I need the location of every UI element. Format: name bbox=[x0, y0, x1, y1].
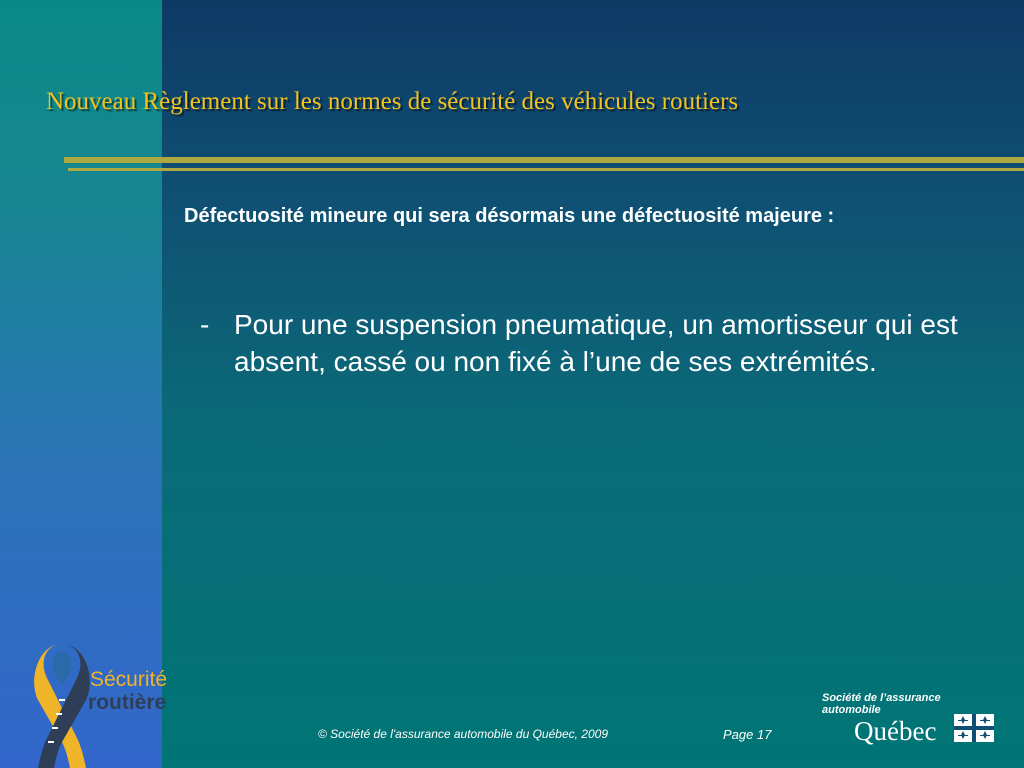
slide-subheading: Défectuosité mineure qui sera désormais une défectuosité majeure : bbox=[184, 205, 835, 227]
securite-routiere-logo bbox=[32, 640, 212, 768]
securite-label: Sécurité bbox=[90, 668, 168, 691]
saaq-org-name: Société de l’assurance automobile bbox=[822, 692, 941, 716]
bullet-item bbox=[200, 306, 1000, 380]
slide-title: Nouveau Règlement sur les normes de sécurité des véhicules routiers bbox=[46, 88, 739, 115]
routiere-label: routière bbox=[88, 691, 167, 714]
bullet-marker: - bbox=[200, 309, 210, 340]
page-number: Page 17 bbox=[723, 727, 772, 742]
quebec-wordmark: Québec bbox=[854, 716, 937, 746]
title-underline-thin bbox=[68, 168, 1024, 171]
fleur-de-lis-flag-icon bbox=[954, 714, 994, 742]
bullet-text: Pour une suspension pneumatique, un amortisseur qui est absent, cassé ou non fixé à l’une de ses extrémités. bbox=[234, 309, 958, 377]
footer-copyright: © Société de l'assurance automobile du Québec, 2009 bbox=[318, 727, 608, 741]
ribbon-road-icon bbox=[32, 640, 92, 768]
saaq-logo bbox=[820, 690, 1000, 766]
title-underline-thick bbox=[64, 157, 1024, 163]
